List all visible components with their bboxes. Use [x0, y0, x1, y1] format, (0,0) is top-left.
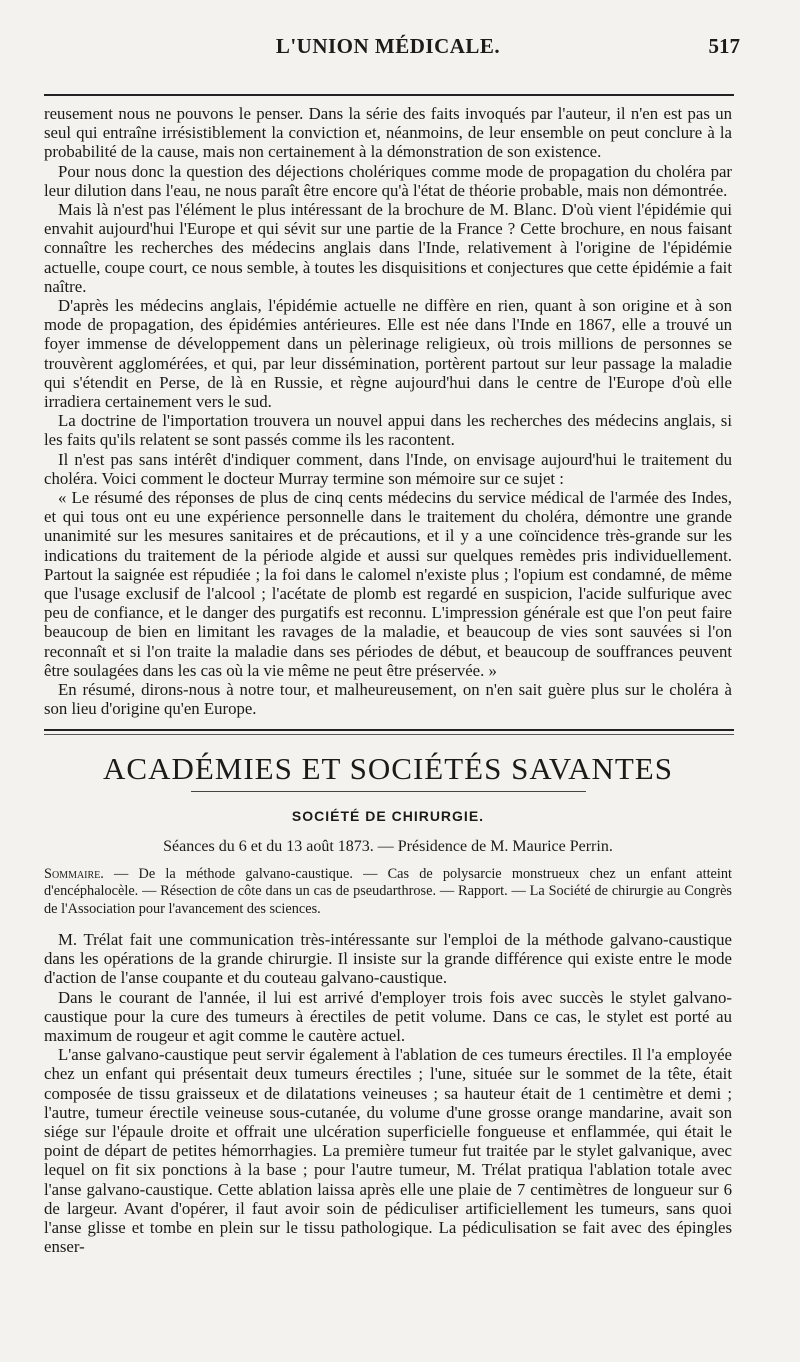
- society-title: SOCIÉTÉ DE CHIRURGIE.: [291, 807, 485, 824]
- quotation-paragraph: « Le résumé des réponses de plus de cinq cents médecins du service médical de l'armée des Indes, et qui tous ont eu une expérience personnelle dans le traitement du choléra, démontre une grande unanimité sur les mesures sanitaires et de précautions, et il y a une coïncidence très-grande sur les indications du traitement de la période algide et aussi sur quelques remèdes pris individuellement. Partout la saignée est répudiée ; la foi dans le calomel n'existe plus ; l'opium est condamné, de même que l'usage exclusif de l'alcool ; l'acétate de plomb est regardé en suspicion, l'acide sulfurique avec peu de confiance, et le danger des purgatifs est reconnu. L'impression générale est que l'on peut faire beaucoup de bien en limitant les ravages de la maladie, et beaucoup de vies sont sauvées si l'on reconnaît et si l'on traite la maladie dans ses périodes de début, et beaucoup de souffrances peuvent être soulagées dans les cas où la vie même ne peut être préservée. »: [44, 488, 732, 680]
- section-body: [44, 930, 732, 1256]
- page-header: [44, 30, 740, 60]
- paragraph: D'après les médecins anglais, l'épidémie actuelle ne diffère en rien, quant à son origine et à son mode de propagation, des épidémies antérieures. Elle est née dans l'Inde en 1867, elle a trouvé un foyer immense de développement dans un pèlerinage religieux, où trois millions de personnes se trouvèrent agglomérées, et qui, par leur dissémination, portèrent partout sur leur passage la maladie qui s'étendit en Perse, de là en Russie, et règne aujourd'hui dans le centre de l'Europe d'où elle irradiera certainement vers le sud.: [44, 296, 732, 412]
- summary-label: Sommaire.: [44, 865, 104, 882]
- section-title: ACADÉMIES ET SOCIÉTÉS SAVANTES: [103, 750, 673, 786]
- session-line: Séances du 6 et du 13 août 1873. — Présidence de M. Maurice Perrin.: [163, 837, 613, 855]
- paragraph: Il n'est pas sans intérêt d'indiquer comment, dans l'Inde, on envisage aujourd'hui le traitement du choléra. Voici comment le docteur Murray termine son mémoire sur ce sujet :: [44, 449, 732, 488]
- summary-text: — De la méthode galvano-caustique. — Cas de polysarcie monstrueux chez un enfant atteint d'encéphalocèle. — Résection de côte dans un cas de pseudarthrose. — Rapport. — La Société de chirurgie au Congrès de l'Association pour l'avancement des sciences.: [44, 865, 732, 917]
- paragraph: L'anse galvano-caustique peut servir également à l'ablation de ces tumeurs érectiles. Il l'a employée chez un enfant qui présentait deux tumeurs érectiles ; l'une, située sur le sommet de la tête, était composée de tissu graisseux et de dilatations veineuses ; sa hauteur était de 1 centimètre et demi ; l'autre, tumeur érectile veineuse sous-cutanée, du volume d'une grosse orange mandarine, avait son siége sur l'épaule droite et offrait une ulcération superficielle fongueuse et enflammée, qui était le point de départ de petites hémorrhagies. La première tumeur fut traitée par le stylet galvanique, avec lequel on fit six ponctions à la base ; pour l'autre tumeur, M. Trélat pratiqua l'ablation totale avec l'anse galvano-caustique. Cette ablation laissa après elle une plaie de 7 centimètres de longueur sur 6 de largeur. Avant d'opérer, il faut avoir soin de pédiculiser artificiellement les tumeurs, sans quoi l'anse glisse et tombe en plein sur le tissu pathologique. La pédiculisation se fait avec des épingles enser-: [44, 1045, 732, 1257]
- section-divider: [44, 729, 734, 731]
- article-body: [44, 104, 732, 719]
- paragraph: Mais là n'est pas l'élément le plus intéressant de la brochure de M. Blanc. D'où vient l'épidémie qui envahit aujourd'hui l'Europe et qui sévit sur une partie de la France ? Cette brochure, en nous faisant connaître les recherches des médecins anglais dans l'Inde, relativement à l'origine de l'épidémie actuelle, coupe court, ce nous semble, à toutes les disquisitions et conjectures que cette épidémie a fait naître.: [44, 200, 732, 296]
- page-number: 517: [708, 34, 740, 58]
- paragraph: reusement nous ne pouvons le penser. Dans la série des faits invoqués par l'auteur, il n'en est pas un seul qui entraîne irrésistiblement la conviction et, néanmoins, de leur ensemble on peut conclure à la probabilité de la cause, mais non certainement à la démonstration de son existence.: [44, 104, 732, 162]
- paragraph: M. Trélat fait une communication très-intéressante sur l'emploi de la méthode galvano-caustique dans les opérations de la grande chirurgie. Il insiste sur la grande différence qui existe entre le mode d'action de l'anse coupante et du couteau galvano-caustique.: [44, 930, 732, 988]
- summary: [44, 866, 732, 919]
- section-title-underline: [191, 791, 586, 792]
- paragraph: Dans le courant de l'année, il lui est arrivé d'employer trois fois avec succès le stylet galvano-caustique pour la cure des tumeurs à érectiles de petit volume. Dans ce cas, le stylet est porté au maximum de rougeur et agit comme le cautère actuel.: [44, 987, 732, 1046]
- running-title: L'UNION MÉDICALE.: [275, 34, 501, 58]
- section-divider-thin: [44, 734, 734, 735]
- paragraph: En résumé, dirons-nous à notre tour, et malheureusement, on n'en sait guère plus sur le choléra à son lieu d'origine qu'en Europe.: [44, 680, 732, 719]
- header-rule: [44, 94, 734, 96]
- paragraph: Pour nous donc la question des déjections cholériques comme mode de propagation du choléra par leur dilution dans l'eau, ne nous paraît être encore qu'à l'état de théorie probable, mais non démontrée.: [44, 161, 732, 200]
- paragraph: La doctrine de l'importation trouvera un nouvel appui dans les recherches des médecins anglais, si les faits qu'ils relatent se sont passés comme ils les racontent.: [44, 411, 732, 450]
